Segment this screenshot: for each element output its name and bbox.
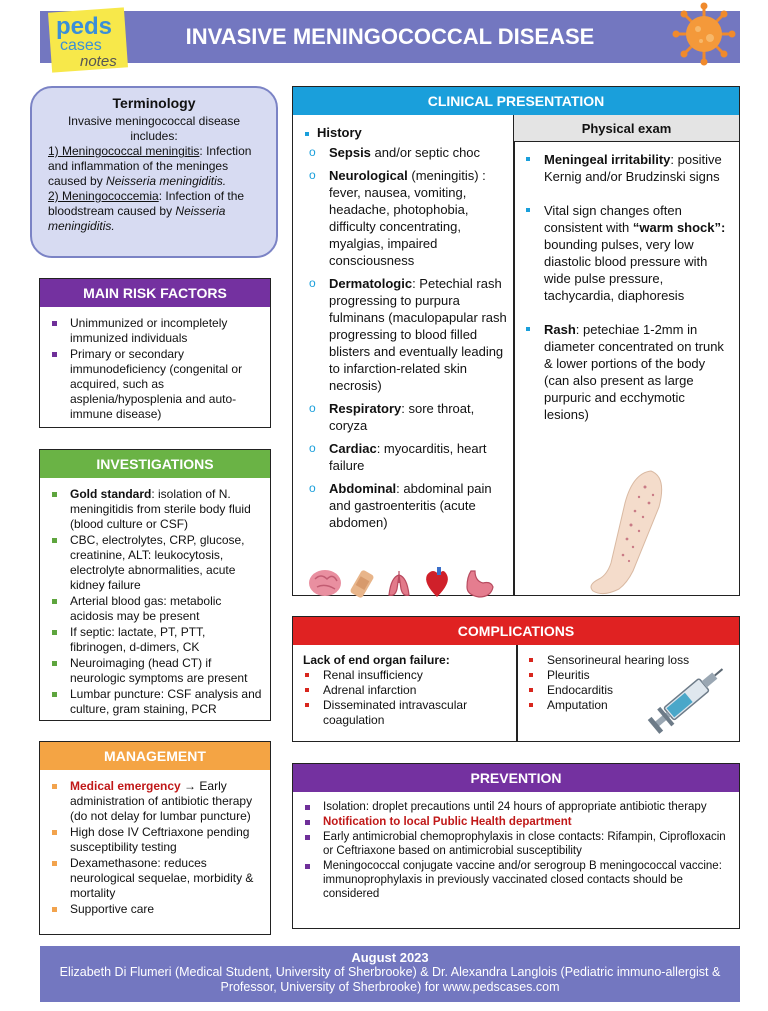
list-item: o Cardiac: myocarditis, heart failure bbox=[305, 440, 507, 474]
list-item: Rash: petechiae 1-2mm in diameter concentrated on trunk & lower portions of the body (can also present as large purpuric and ecchymotic lesions) bbox=[524, 321, 731, 423]
list-item: Pleuritis bbox=[527, 668, 733, 683]
syringe-icon bbox=[643, 657, 733, 739]
list-item: o Sepsis and/or septic choc bbox=[305, 144, 507, 161]
complications-section bbox=[292, 616, 740, 742]
list-item: Supportive care bbox=[50, 902, 262, 917]
list-item: Renal insufficiency bbox=[303, 668, 510, 683]
list-item: Unimmunized or incompletely immunized individuals bbox=[50, 316, 262, 346]
pedscases-logo bbox=[44, 4, 134, 74]
footer-credits: Elizabeth Di Flumeri (Medical Student, University of Sherbrooke) & Dr. Alexandra Langlois (Pediatric immuno-allergist & Professor, University of Sherbrooke) for www.pedscases.com bbox=[59, 965, 721, 994]
list-item: High dose IV Ceftriaxone pending susceptibility testing bbox=[50, 825, 262, 855]
arm-rash-illustration bbox=[563, 467, 683, 597]
lungs-icon bbox=[389, 571, 409, 595]
list-item: Adrenal infarction bbox=[303, 683, 510, 698]
page-title: INVASIVE MENINGOCOCCAL DISEASE bbox=[185, 24, 595, 49]
list-item: Primary or secondary immunodeficiency (congenital or acquired, such as asplenia/hyposplenia and auto-immune disease) bbox=[50, 347, 262, 422]
footer-date: August 2023 bbox=[351, 950, 429, 965]
terminology-item-2: 2) Meningococcemia: Infection of the bloodstream caused by Neisseria meningiditis. bbox=[48, 189, 245, 233]
prevention-list bbox=[293, 792, 739, 901]
list-item: If septic: lactate, PT, PTT, fibrinogen, d-dimers, CK bbox=[50, 625, 262, 655]
list-item: Meningeal irritability: positive Kernig and/or Brudzinski signs bbox=[524, 151, 731, 185]
terminology-title: Terminology bbox=[112, 95, 196, 111]
stomach-icon bbox=[467, 571, 493, 597]
risk-factors-section bbox=[39, 278, 271, 428]
history-title: History bbox=[293, 115, 513, 144]
list-item: Meningococcal conjugate vaccine and/or serogroup B meningococcal vaccine: immunoprophylaxis in previously vaccinated closed contacts should be considered bbox=[303, 859, 731, 901]
investigations-section bbox=[39, 449, 271, 721]
list-item: Medical emergency → Early administration of antibiotic therapy (do not delay for lumbar puncture) bbox=[50, 779, 262, 824]
clinical-presentation-title: CLINICAL PRESENTATION bbox=[293, 87, 739, 115]
list-item: Arterial blood gas: metabolic acidosis may be present bbox=[50, 594, 262, 624]
list-item: Vital sign changes often consistent with “warm shock”: bounding pulses, very low diastolic blood pressure with wide pulse pressure, tachycardia, diaphoresis bbox=[524, 202, 731, 304]
footer bbox=[40, 946, 740, 1002]
end-organ-title: Lack of end organ failure: bbox=[303, 653, 450, 667]
complications-title: COMPLICATIONS bbox=[293, 617, 739, 645]
prevention-section bbox=[292, 763, 740, 929]
investigations-title: INVESTIGATIONS bbox=[40, 450, 270, 478]
list-item: Disseminated intravascular coagulation bbox=[303, 698, 510, 728]
list-item: Isolation: droplet precautions until 24 hours of appropriate antibiotic therapy bbox=[303, 800, 731, 814]
terminology-item-1: 1) Meningococcal meningitis: Infection and inflammation of the meninges caused by Neisseria meningiditis. bbox=[48, 144, 252, 188]
list-item: Early antimicrobial chemoprophylaxis in close contacts: Rifampin, Ciprofloxacin or Ceftriaxone based on antimicrobial susceptibility bbox=[303, 830, 731, 858]
list-item: o Neurological (meningitis) : fever, nausea, vomiting, headache, photophobia, difficulty concentrating, myalgias, impaired consciousness bbox=[305, 167, 507, 269]
brain-icon bbox=[309, 570, 341, 596]
list-item: Gold standard: isolation of N. meningitidis from sterile body fluid (blood culture or CSF) bbox=[50, 487, 262, 532]
management-list bbox=[40, 770, 270, 917]
investigations-list bbox=[40, 478, 270, 717]
list-item: Notification to local Public Health department bbox=[303, 815, 731, 829]
clinical-presentation-section bbox=[292, 86, 740, 596]
list-item: Neuroimaging (head CT) if neurologic symptoms are present bbox=[50, 656, 262, 686]
list-item: o Dermatologic: Petechial rash progressing to purpura fulminans (maculopapular rash progressing to blood filled blisters and eventually leading to infarction-related skin necrosis) bbox=[305, 275, 507, 394]
management-title: MANAGEMENT bbox=[40, 742, 270, 770]
list-item: o Respiratory: sore throat, coryza bbox=[305, 400, 507, 434]
terminology-intro: Invasive meningococcal disease includes: bbox=[67, 114, 241, 143]
list-item: o Abdominal: abdominal pain and gastroenteritis (acute abdomen) bbox=[305, 480, 507, 531]
list-item: Lumbar puncture: CSF analysis and culture, gram staining, PCR bbox=[50, 687, 262, 717]
list-item: Sensorineural hearing loss bbox=[527, 653, 733, 668]
terminology-box bbox=[30, 86, 278, 258]
physical-exam-title: Physical exam bbox=[514, 115, 739, 142]
list-item: Endocarditis bbox=[527, 683, 733, 698]
svg-text:cases: cases bbox=[60, 37, 102, 54]
list-item: CBC, electrolytes, CRP, glucose, creatinine, ALT: leukocytosis, electrolyte abnormalities, acute kidney failure bbox=[50, 533, 262, 593]
list-item: Amputation bbox=[527, 698, 733, 713]
list-item: Dexamethasone: reduces neurological sequelae, morbidity & mortality bbox=[50, 856, 262, 901]
risk-factors-list bbox=[40, 307, 270, 422]
history-column bbox=[293, 115, 513, 537]
organs-illustration bbox=[307, 565, 507, 601]
heart-icon bbox=[426, 567, 448, 597]
virus-icon bbox=[668, 2, 740, 66]
svg-text:peds: peds bbox=[56, 13, 113, 40]
complications-left-list bbox=[303, 668, 510, 728]
physical-exam-list bbox=[514, 151, 739, 440]
history-list bbox=[293, 144, 513, 531]
risk-factors-title: MAIN RISK FACTORS bbox=[40, 279, 270, 307]
prevention-title: PREVENTION bbox=[293, 764, 739, 792]
skin-patch-icon bbox=[349, 569, 374, 599]
complications-left bbox=[293, 645, 516, 728]
management-section bbox=[39, 741, 271, 935]
svg-text:notes: notes bbox=[80, 53, 117, 70]
